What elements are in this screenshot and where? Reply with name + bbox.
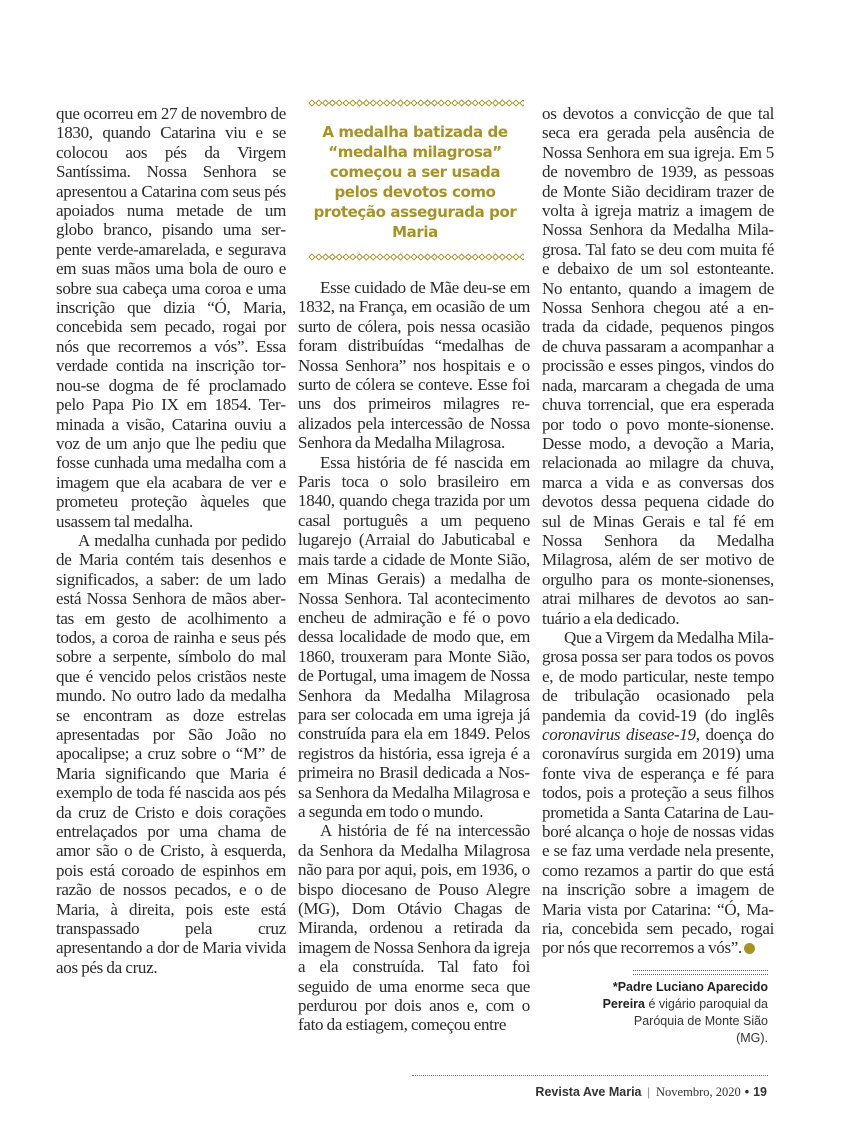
diamond-ornament <box>329 100 335 106</box>
diamond-ornament <box>425 100 431 106</box>
paragraph: A história de fé na intercessão da Senhora da Medalha Milagrosa não para por aqui, pois, em 1936, o bispo diocesano de Pouso Alegre (MG), Dom Otávio Chagas de Miranda, ordenou a retirada da imagem de Nossa Senhora da igreja a ela construída. Tal fato foi seguido de uma enorme seca que perdurou por dois anos e, com o fato da estiagem, começou entre <box>298 821 530 1035</box>
diamond-ornament <box>391 100 397 106</box>
diamond-ornament <box>438 100 444 106</box>
bullet-icon: • <box>744 1085 750 1099</box>
footer-separator: | <box>647 1085 651 1099</box>
page-number: 19 <box>753 1085 767 1099</box>
footer-divider <box>412 1075 768 1076</box>
end-mark-icon <box>744 943 755 954</box>
diamond-ornament <box>377 100 383 106</box>
diamond-border-top <box>306 98 524 108</box>
paragraph-text: Que a Virgem da Medalha Milagrosa possa ser para todos os povos e, de modo particular, neste tempo de tribulação ocasionado pela pandemia da covid-19 (do inglês <box>542 627 774 725</box>
diamond-ornament <box>445 100 451 106</box>
diamond-ornament <box>411 100 417 106</box>
diamond-ornament <box>513 254 519 260</box>
diamond-ornament <box>336 100 342 106</box>
diamond-ornament <box>465 100 471 106</box>
article-column-2 <box>298 278 530 1035</box>
pull-quote <box>306 98 524 262</box>
diamond-ornament <box>404 254 410 260</box>
issue-date: Novembro, 2020 <box>656 1085 741 1099</box>
diamond-ornament <box>350 254 356 260</box>
diamond-ornament <box>472 254 478 260</box>
diamond-ornament <box>309 100 315 106</box>
paragraph: os devotos a convicção de que tal seca era gerada pela ausência de Nossa Senhora em sua igreja. Em 5 de novembro de 1939, as pessoas de Monte Sião decidiram trazer de volta à igreja matriz a imagem de Nossa Senhora da Medalha Milagrosa. Tal fato se deu com muita fé e debaixo de um sol estonteante. No entanto, quando a imagem de Nossa Senhora chegou até a entrada da cidade, pequenos pingos de chuva passaram a acompanhar a procissão e esses pingos, vindos do nada, marcaram a chegada de uma chuva torrencial, que era esperada por todo o povo monte-sionense. Desse modo, a devoção a Maria, relacionada ao milagre da chuva, marca a vida e as conversas dos devotos dessa pequena cidade do sul de Minas Gerais e tal fé em Nossa Senhora da Medalha Milagrosa, além de ser motivo de orgulho para os monte-sionenses, atrai milhares de devotos ao santuário a ela dedicado. <box>542 104 774 628</box>
diamond-ornament <box>343 254 349 260</box>
paragraph-closing <box>542 628 774 958</box>
diamond-ornament <box>418 254 424 260</box>
diamond-ornament <box>520 100 524 106</box>
diamond-ornament <box>384 254 390 260</box>
italic-term: coronavirus disease-19 <box>542 725 696 744</box>
diamond-ornament <box>452 100 458 106</box>
diamond-ornament <box>459 100 465 106</box>
diamond-ornament <box>357 254 363 260</box>
diamond-ornament <box>418 100 424 106</box>
diamond-ornament <box>499 254 505 260</box>
diamond-ornament <box>391 254 397 260</box>
diamond-ornament <box>329 254 335 260</box>
paragraph: Esse cuidado de Mãe deu-se em 1832, na França, em ocasião de um surto de cólera, pois nessa ocasião foram distribuídas “medalhas de Nossa Senhora” nos hospitais e o surto de cólera se conteve. Esse foi uns dos primeiros milagres realizados pela intercessão de Nossa Senhora da Medalha Milagrosa. <box>298 278 530 453</box>
diamond-ornament <box>499 100 505 106</box>
diamond-ornament <box>493 100 499 106</box>
paragraph: A medalha cunhada por pedido de Maria contém tais desenhos e significados, a saber: de um lado está Nossa Senhora de mãos abertas em gesto de acolhimento a todos, a coroa de rainha e seus pés sobre a serpente, símbolo do mal que é vencido pelos cristãos neste mundo. No outro lado da medalha se encontram as doze estrelas apresentadas por São João no apocalipse; a cruz sobre o “M” de Maria significando que Maria é exemplo de toda fé nascida aos pés da cruz de Cristo e dois corações entrelaçados por uma chama de amor são o de Cristo, à esquerda, pois está coroado de espinhos em razão de nossos pecados, e o de Maria, à direita, pois este está transpassado pela cruz apresentando a dor de Maria vivida aos pés da cruz. <box>56 530 286 977</box>
diamond-ornament <box>316 100 322 106</box>
diamond-ornament <box>377 254 383 260</box>
diamond-ornament <box>350 100 356 106</box>
paragraph-text: , doença do coronavírus surgida em 2019) uma fonte viva de esperança e fé para todos, pois a proteção a seus filhos prometida a Santa Catarina de Lauboré alcança o hoje de nossas vidas e se faz uma verdade nela presente, como rezamos a partir do que está na inscrição sobre a imagem de Maria vista por Catarina: “Ó, Maria, concebida sem pecado, rogai por nós que recorremos a vós”. <box>542 725 774 958</box>
diamond-ornament <box>431 254 437 260</box>
diamond-ornament <box>397 100 403 106</box>
diamond-ornament <box>316 254 322 260</box>
diamond-ornament <box>493 254 499 260</box>
diamond-ornament <box>445 254 451 260</box>
bio-divider <box>633 970 768 975</box>
diamond-ornament <box>438 254 444 260</box>
diamond-ornament <box>363 100 369 106</box>
diamond-ornament <box>479 100 485 106</box>
diamond-ornament <box>472 100 478 106</box>
diamond-ornament <box>370 254 376 260</box>
author-role: é vigário paroquial da Paróquia de Monte Sião (MG). <box>633 997 768 1045</box>
author-bio <box>600 970 768 1047</box>
diamond-ornament <box>384 100 390 106</box>
diamond-ornament <box>425 254 431 260</box>
diamond-border-bottom <box>306 252 524 262</box>
article-column-3 <box>542 104 774 958</box>
diamond-ornament <box>363 254 369 260</box>
diamond-ornament <box>465 254 471 260</box>
diamond-ornament <box>506 100 512 106</box>
diamond-ornament <box>486 100 492 106</box>
magazine-name: Revista Ave Maria <box>535 1085 642 1099</box>
diamond-ornament <box>336 254 342 260</box>
diamond-ornament <box>486 254 492 260</box>
page-footer <box>535 1084 767 1100</box>
paragraph: que ocorreu em 27 de novembro de 1830, quando Catarina viu e se colocou aos pés da Virgem Santíssima. Nossa Senhora se apresentou a Catarina com seus pés apoiados numa metade de um globo branco, pisando uma serpente verde-amarelada, e segurava em suas mãos uma bola de ouro e sobre sua cabeça uma coroa e uma inscrição que dizia “Ó, Maria, concebida sem pecado, rogai por nós que recorremos a vós”. Essa verdade contida na inscrição tornou-se dogma de fé proclamado pelo Papa Pio IX em 1854. Terminada a visão, Catarina ouviu a voz de um anjo que lhe pediu que fosse cunhada uma medalha com a imagem que ela acabara de ver e prometeu proteção àqueles que usassem tal medalha. <box>56 104 286 531</box>
diamond-ornament <box>323 254 329 260</box>
diamond-ornament <box>404 100 410 106</box>
pull-quote-text: A medalha batizada de “medalha milagrosa” começou a ser usada pelos devotos como proteção assegurada por Maria <box>313 123 517 241</box>
diamond-ornament <box>397 254 403 260</box>
diamond-ornament <box>513 100 519 106</box>
paragraph: Essa história de fé nascida em Paris toca o solo brasileiro em 1840, quando chega trazida por um casal português a um pequeno lugarejo (Arraial do Jabuticabal e mais tarde a cidade de Monte Sião, em Minas Gerais) a medalha de Nossa Senhora. Tal acontecimento encheu de admiração e fé o povo dessa localidade de modo que, em 1860, trouxeram para Monte Sião, de Portugal, uma imagem de Nossa Senhora da Medalha Milagrosa para ser colocada em uma igreja já construída para ela em 1849. Pelos registros da história, essa igreja é a primeira no Brasil dedicada a Nossa Senhora da Medalha Milagrosa e a segunda em todo o mundo. <box>298 452 530 821</box>
diamond-ornament <box>309 254 315 260</box>
diamond-ornament <box>323 100 329 106</box>
diamond-ornament <box>452 254 458 260</box>
diamond-ornament <box>506 254 512 260</box>
diamond-ornament <box>431 100 437 106</box>
diamond-ornament <box>370 100 376 106</box>
article-column-1 <box>56 104 286 977</box>
diamond-ornament <box>459 254 465 260</box>
diamond-ornament <box>411 254 417 260</box>
diamond-ornament <box>479 254 485 260</box>
diamond-ornament <box>357 100 363 106</box>
diamond-ornament <box>520 254 524 260</box>
diamond-ornament <box>343 100 349 106</box>
author-name: *Padre Luciano Aparecido Pereira <box>602 980 768 1011</box>
